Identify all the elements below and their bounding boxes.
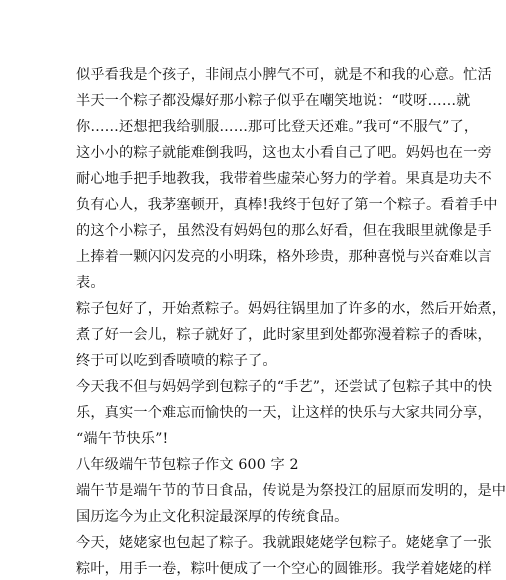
text-line: 端午节是端午节的节日食品，传说是为祭投江的屈原而发明的，是中 — [76, 483, 506, 499]
text-line: 的这个小粽子，虽然没有妈妈包的那么好看，但在我眼里就像是手 — [76, 223, 492, 239]
text-line: 似乎看我是个孩子，非闹点小脾气不可，就是不和我的心意。忙活 — [76, 67, 492, 83]
text-line: 终于可以吃到香喷喷的粽子了。 — [76, 353, 277, 369]
text-line: 煮了好一会儿，粽子就好了，此时家里到处都弥漫着粽子的香味， — [76, 327, 492, 343]
text-line: 今天，姥姥家也包起了粽子。我就跟姥姥学包粽子。姥姥拿了一张 — [76, 535, 492, 551]
text-line: 表。 — [76, 275, 105, 291]
text-line: 乐，真实一个难忘而愉快的一天，让这样的快乐与大家共同分享， — [76, 405, 492, 421]
section-heading: 八年级端午节包粽子作文 600 字 2 — [76, 457, 299, 473]
text-line: 你……还想把我给驯服……那可比登天还难。”我可“不服气”了， — [76, 119, 479, 135]
text-line: 负有心人，我茅塞顿开，真棒!我终于包好了第一个粽子。看着手中 — [76, 197, 498, 213]
text-line: 上捧着一颗闪闪发亮的小明珠，格外珍贵，那种喜悦与兴奋难以言 — [76, 249, 492, 265]
text-line: 粽叶，用手一卷，粽叶便成了一个空心的圆锥形。我学着姥姥的样 — [76, 561, 492, 577]
text-line: 今天我不但与妈妈学到包粽子的“手艺”，还尝试了包粽子其中的快 — [76, 379, 493, 395]
text-line: 耐心地手把手地教我，我带着些虚荣心努力的学着。果真是功夫不 — [76, 171, 492, 187]
text-line: “端午节快乐”! — [76, 431, 169, 447]
text-line: 这小小的粽子就能难倒我吗，这也太小看自己了吧。妈妈也在一旁 — [76, 145, 492, 161]
text-line: 粽子包好了，开始煮粽子。妈妈往锅里加了许多的水，然后开始煮， — [76, 301, 506, 317]
text-line: 国历迄今为止文化积淀最深厚的传统食品。 — [76, 509, 349, 525]
text-line: 半天一个粽子都没爆好那小粽子似乎在嘲笑地说：“哎呀……就 — [76, 93, 471, 109]
